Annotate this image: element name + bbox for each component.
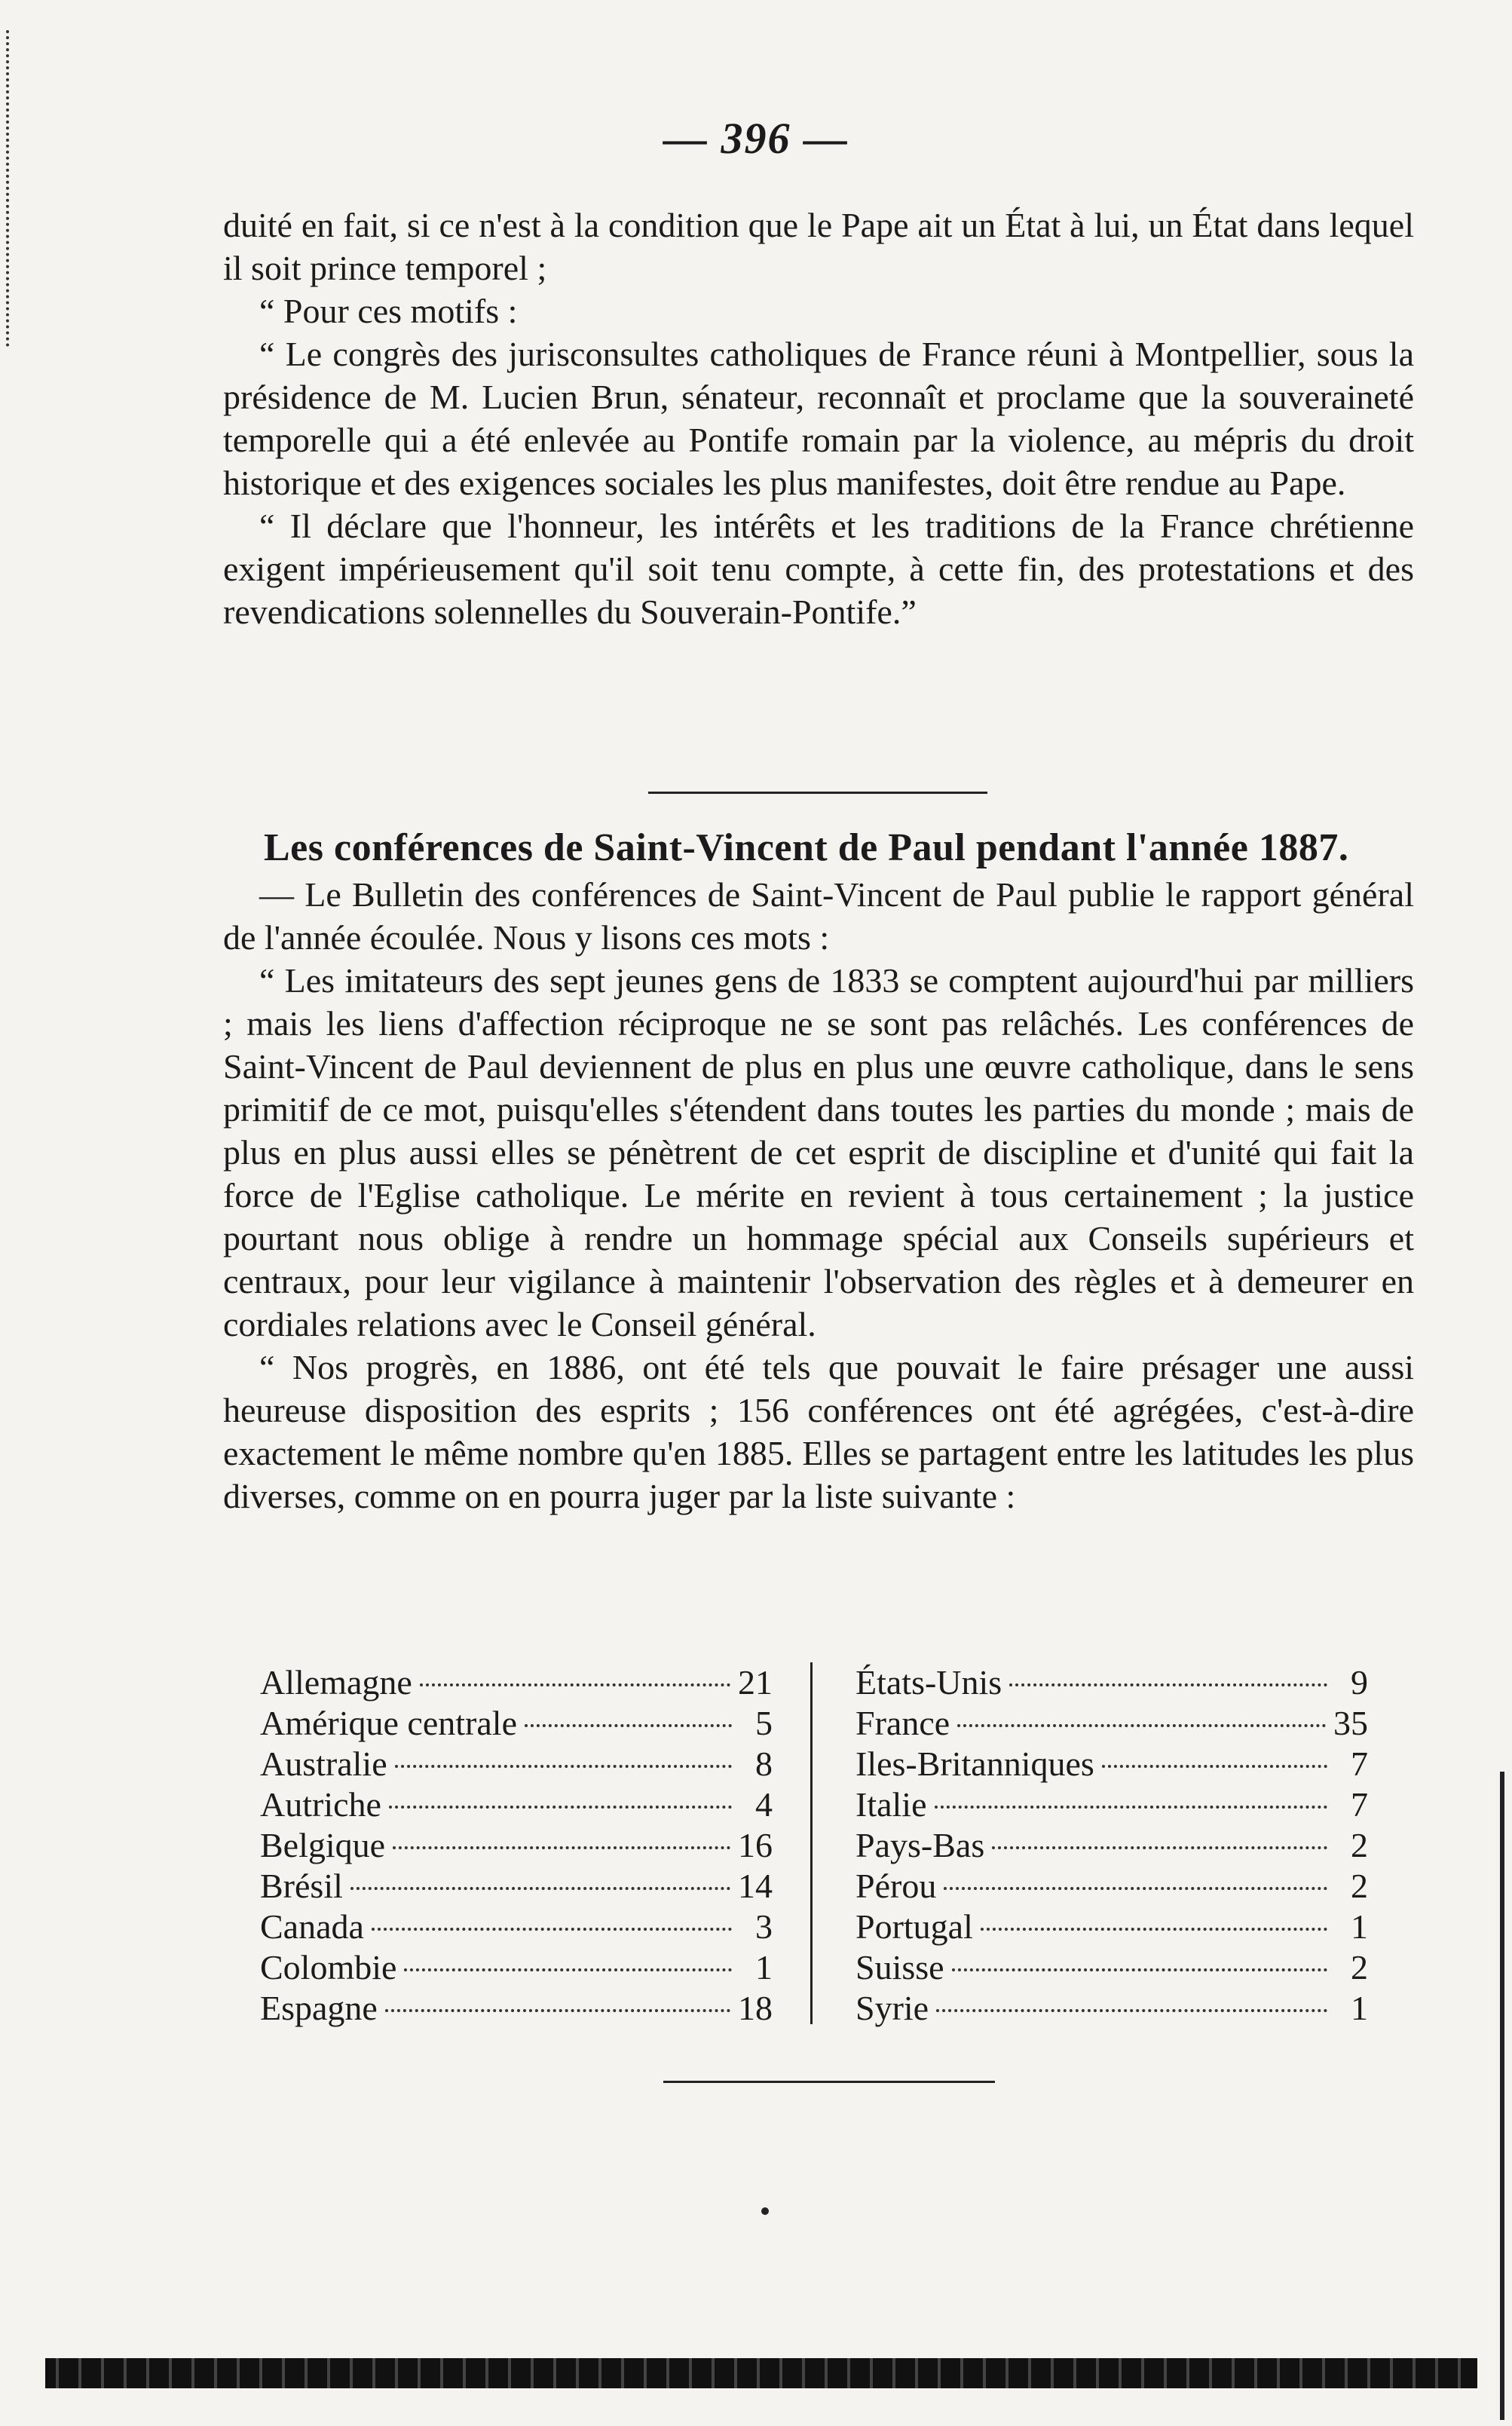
country-name: Canada	[260, 1907, 364, 1946]
block1-paragraph: “ Pour ces motifs :	[259, 292, 518, 330]
country-list-left	[260, 1662, 773, 2029]
conference-count: 1	[1351, 1907, 1368, 1946]
conference-count: 14	[738, 1867, 773, 1905]
conference-count: 18	[738, 1989, 773, 2027]
country-name: France	[855, 1704, 950, 1742]
block1-paragraph: “ Le congrès des jurisconsultes catholiques de France réuni à Montpellier, sous la présidence de M. Lucien Brun, sénateur, reconnaît et proclame que la souveraineté temporelle qui a été enlevée au Pontife romain par la violence, au mépris du droit historique et des exigences sociales les plus manifestes, doit être rendue au Pape.	[223, 335, 1414, 502]
country-name: Pays-Bas	[855, 1826, 985, 1864]
leader-dots	[389, 1806, 732, 1809]
section-rule-top	[648, 792, 987, 794]
conference-count: 3	[755, 1907, 773, 1946]
leader-dots	[992, 1846, 1327, 1849]
page-edge-left	[6, 30, 12, 347]
country-row	[855, 1825, 1368, 1866]
leader-dots	[404, 1968, 732, 1971]
leader-dots	[952, 1968, 1327, 1971]
country-name: Iles-Britanniques	[855, 1744, 1094, 1783]
country-row	[260, 1662, 773, 1703]
page-edge-right	[1495, 1772, 1504, 2420]
conference-count: 1	[1351, 1989, 1368, 2027]
block2-paragraph: — Le Bulletin des conférences de Saint-Vincent de Paul publie le rapport général de l'année écoulée. Nous y lisons ces mots :	[223, 875, 1414, 957]
country-name: Allemagne	[260, 1663, 412, 1702]
leader-dots	[957, 1724, 1326, 1727]
conference-count: 8	[755, 1744, 773, 1783]
country-name: États-Unis	[855, 1663, 1002, 1702]
body-text-block-2	[223, 873, 1414, 1518]
section-rule-bottom	[663, 2081, 995, 2083]
conference-count: 7	[1351, 1744, 1368, 1783]
country-row	[260, 1784, 773, 1825]
conference-count: 5	[755, 1704, 773, 1742]
page-number: — 396 —	[663, 114, 849, 163]
leader-dots	[944, 1887, 1327, 1890]
country-name: Syrie	[855, 1989, 929, 2027]
leader-dots	[393, 1846, 730, 1849]
conference-count: 4	[755, 1785, 773, 1824]
country-row	[855, 1947, 1368, 1988]
country-row	[260, 1988, 773, 2029]
country-row	[855, 1662, 1368, 1703]
leader-dots	[1009, 1683, 1327, 1686]
country-row	[855, 1784, 1368, 1825]
body-text-block-1	[223, 204, 1414, 633]
block1-paragraph: “ Il déclare que l'honneur, les intérêts et les traditions de la France chrétienne exigent impérieusement qu'il soit tenu compte, à cette fin, des protestations et des revendications solennelles du Souverain-Pontife.”	[223, 507, 1414, 631]
block1-paragraph: duité en fait, si ce n'est à la condition que le Pape ait un État à lui, un État dans lequel il soit prince temporel ;	[223, 206, 1414, 287]
country-row	[260, 1907, 773, 1947]
country-list-right	[855, 1662, 1368, 2029]
country-row	[855, 1703, 1368, 1744]
leader-dots	[385, 2009, 730, 2012]
block2-paragraph: “ Nos progrès, en 1886, ont été tels que pouvait le faire présager une aussi heureuse disposition des esprits ; 156 conférences ont été agrégées, c'est-à-dire exactement le même nombre qu'en 1885. Elles se partagent entre les latitudes les plus diverses, comme on en pourra juger par la liste suivante :	[223, 1348, 1414, 1515]
leader-dots	[395, 1765, 732, 1768]
leader-dots	[936, 2009, 1327, 2012]
country-row	[260, 1744, 773, 1784]
conference-count: 2	[1351, 1867, 1368, 1905]
country-row	[260, 1825, 773, 1866]
leader-dots	[1102, 1765, 1327, 1768]
conference-count: 2	[1351, 1948, 1368, 1986]
country-row	[855, 1744, 1368, 1784]
conference-count: 35	[1333, 1704, 1368, 1742]
country-name: Brésil	[260, 1867, 343, 1905]
leader-dots	[350, 1887, 730, 1890]
leader-dots	[372, 1928, 732, 1931]
country-name: Autriche	[260, 1785, 381, 1824]
country-row	[855, 1907, 1368, 1947]
scan-border-bar	[45, 2358, 1477, 2388]
conference-count: 1	[755, 1948, 773, 1986]
country-name: Belgique	[260, 1826, 386, 1864]
leader-dots	[525, 1724, 732, 1727]
country-name: Suisse	[855, 1948, 944, 1986]
country-name: Pérou	[855, 1867, 937, 1905]
leader-dots	[935, 1806, 1328, 1809]
block2-paragraph: “ Les imitateurs des sept jeunes gens de 1833 se comptent aujourd'hui par milliers ; mais les liens d'affection réciproque ne se sont pas relâchés. Les conférences de Saint-Vincent de Paul deviennent de plus en plus une œuvre catholique, dans le sens primitif de ce mot, puisqu'elles s'étendent dans toutes les parties du monde ; mais de plus en plus aussi elles se pénètrent de cet esprit de discipline et d'unité qui fait la force de l'Eglise catholique. Le mérite en revient à tous certainement ; la justice pourtant nous oblige à rendre un hommage spécial aux Conseils supérieurs et centraux, pour leur vigilance à maintenir l'observation des règles et à demeurer en cordiales relations avec le Conseil général.	[223, 961, 1414, 1343]
country-name: Portugal	[855, 1907, 973, 1946]
country-name: Amérique centrale	[260, 1704, 517, 1742]
leader-dots	[981, 1928, 1327, 1931]
country-name: Colombie	[260, 1948, 397, 1986]
conference-count: 2	[1351, 1826, 1368, 1864]
list-column-divider	[810, 1662, 813, 2024]
leader-dots	[420, 1683, 730, 1686]
conference-count: 9	[1351, 1663, 1368, 1702]
country-name: Australie	[260, 1744, 387, 1783]
country-row	[855, 1866, 1368, 1907]
section-heading: Les conférences de Saint-Vincent de Paul pendant l'année 1887.	[264, 826, 1349, 869]
country-row	[260, 1866, 773, 1907]
conference-count: 16	[738, 1826, 773, 1864]
country-row	[855, 1988, 1368, 2029]
conference-count: 21	[738, 1663, 773, 1702]
conference-count: 7	[1351, 1785, 1368, 1824]
country-row	[260, 1703, 773, 1744]
country-row	[260, 1947, 773, 1988]
ink-dot	[761, 2207, 769, 2215]
country-name: Espagne	[260, 1989, 378, 2027]
country-name: Italie	[855, 1785, 927, 1824]
